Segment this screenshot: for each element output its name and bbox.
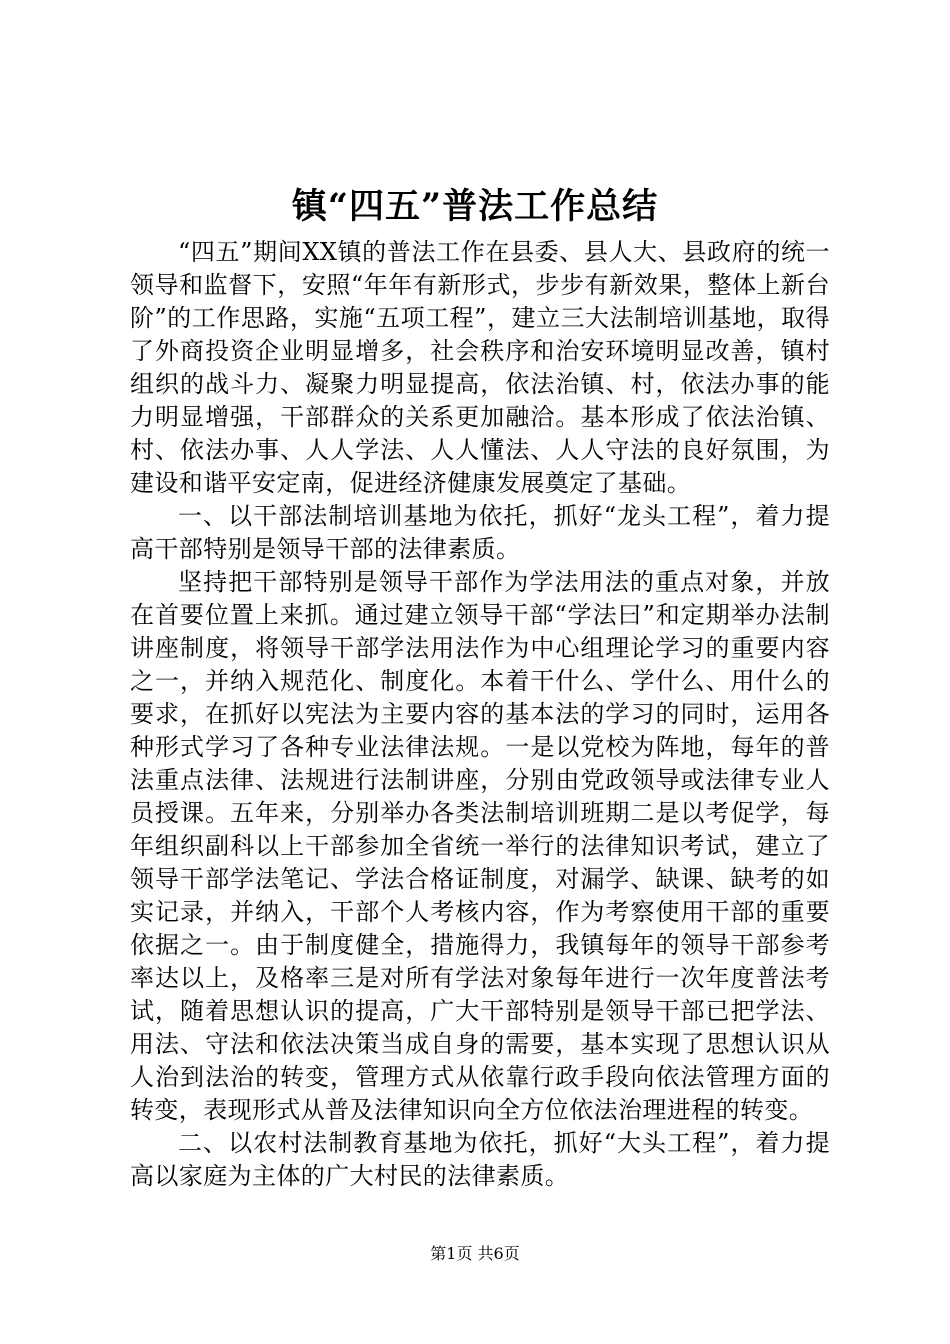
document-title: 镇“四五”普法工作总结 — [291, 186, 659, 227]
document-body — [130, 236, 830, 1193]
paragraph-intro: “四五”期间XX镇的普法工作在县委、县人大、县政府的统一领导和监督下，安照“年年有新形式，步步有新效果，整体上新台阶”的工作思路，实施“五项工程”，建立三大法制培训基地，取得了外商投资企业明显增多，社会秩序和治安环境明显改善，镇村组织的战斗力、凝聚力明显提高，依法治镇、村，依法办事的能力明显增强，干部群众的关系更加融洽。基本形成了依法治镇、村、依法办事、人人学法、人人懂法、人人守法的良好氛围，为建设和谐平安定南，促进经济健康发展奠定了基础。 — [130, 238, 830, 497]
page-footer: 第1页 共6页 — [430, 1244, 520, 1263]
paragraph-section-1-heading: 一、以干部法制培训基地为依托，抓好“龙头工程”，着力提高干部特别是领导干部的法律素质。 — [130, 502, 830, 563]
paragraph-section-2-heading: 二、以农村法制教育基地为依托，抓好“大头工程”，着力提高以家庭为主体的广大村民的法律素质。 — [130, 1129, 830, 1190]
paragraph-section-1-body: 坚持把干部特别是领导干部作为学法用法的重点对象，并放在首要位置上来抓。通过建立领导干部“学法曰”和定期举办法制讲座制度，将领导干部学法用法作为中心组理论学习的重要内容之一，并纳入规范化、制度化。本着干什么、学什么、用什么的要求，在抓好以宪法为主要内容的基本法的学习的同时，运用各种形式学习了各种专业法律法规。一是以党校为阵地，每年的普法重点法律、法规进行法制讲座，分别由党政领导或法律专业人员授课。五年来，分别举办各类法制培训班期二是以考促学，每年组织副科以上干部参加全省统一举行的法律知识考试，建立了领导干部学法笔记、学法合格证制度，对漏学、缺课、缺考的如实记录，并纳入，干部个人考核内容，作为考察使用干部的重要依据之一。由于制度健全，措施得力，我镇每年的领导干部参考率达以上，及格率三是对所有学法对象每年进行一次年度普法考试，随着思想认识的提高，广大干部特别是领导干部已把学法、用法、守法和依法决策当成自身的需要，基本实现了思想认识从人治到法治的转变，管理方式从依靠行政手段向依法管理方面的转变，表现形式从普及法律知识向全方位依法治理进程的转变。 — [130, 568, 830, 1124]
